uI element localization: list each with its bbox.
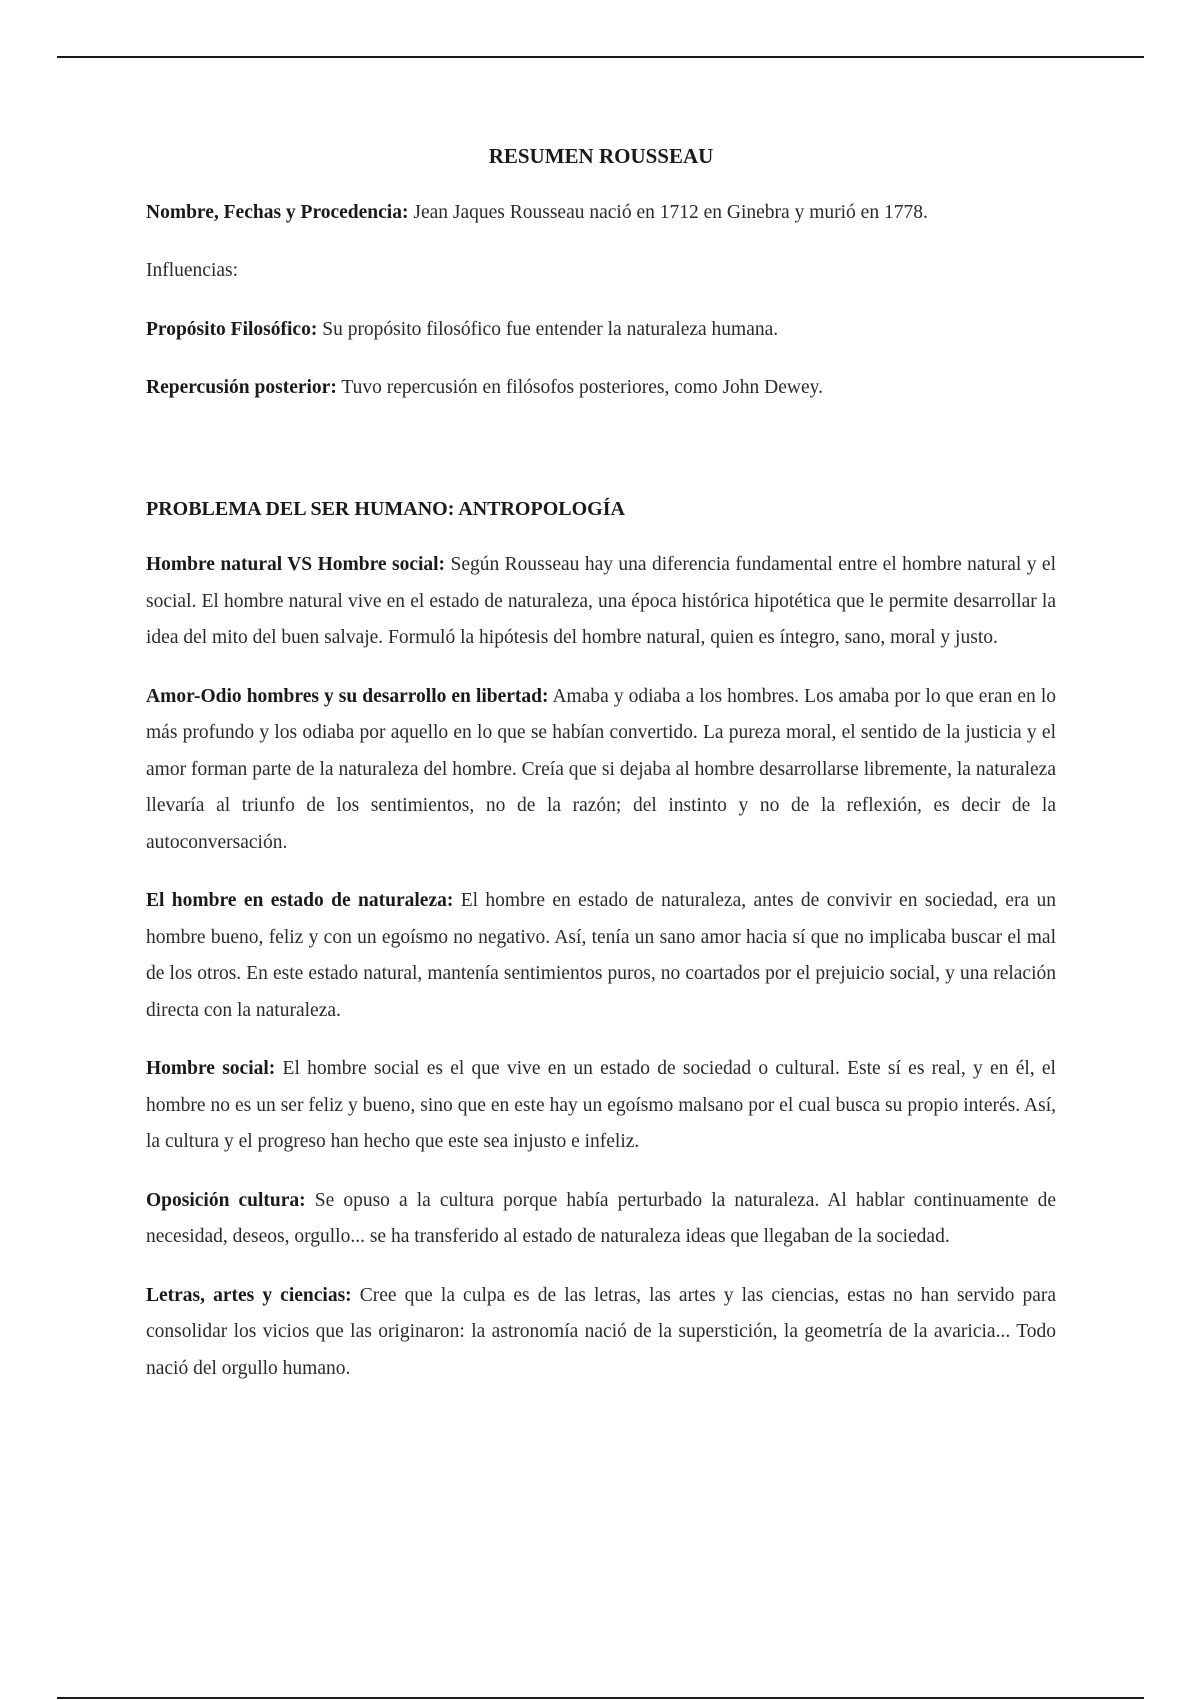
paragraph-label: Hombre natural VS Hombre social: bbox=[146, 554, 446, 575]
paragraph-text: El hombre en estado de naturaleza, antes de convivir en sociedad, era un hombre bueno, feliz y con un egoísmo no negativo. Así, tenía un sano amor hacia sí que no implicaba buscar el mal de los otros. En este estado natural, mantenía sentimientos puros, no coartados por el prejuicio social, y una relación directa con la naturaleza. bbox=[146, 890, 1056, 1021]
intro-label: Repercusión posterior: bbox=[146, 377, 337, 398]
intro-purpose bbox=[146, 312, 1056, 349]
intro-text: Su propósito filosófico fue entender la naturaleza humana. bbox=[317, 318, 779, 340]
paragraph-text: Se opuso a la cultura porque había perturbado la naturaleza. Al hablar continuamente de necesidad, deseos, orgullo... se ha transferido al estado de naturaleza ideas que llegaban de la sociedad. bbox=[146, 1189, 1057, 1247]
paragraph-social-man bbox=[146, 1051, 1056, 1161]
paragraph-label: Hombre social: bbox=[146, 1058, 276, 1079]
paragraph-label: Oposición cultura: bbox=[146, 1189, 306, 1211]
paragraph-text: El hombre social es el que vive en un estado de sociedad o cultural. Este sí es real, y en él, el hombre no es un ser feliz y bueno, sino que en este hay un egoísmo malsano por el cual busca su propio interés. Así, la cultura y el progreso han hecho que este sea injusto e infeliz. bbox=[146, 1058, 1056, 1152]
paragraph-letters-arts-sciences bbox=[146, 1278, 1056, 1388]
paragraph-text: Cree que la culpa es de las letras, las artes y las ciencias, estas no han servido para consolidar los vicios que las originaron: la astronomía nació de la superstición, la geometría de la avaricia... Todo nació del orgullo humano. bbox=[146, 1284, 1057, 1379]
bottom-rule bbox=[57, 1697, 1144, 1699]
document-title: RESUMEN ROUSSEAU bbox=[488, 144, 714, 168]
paragraph-natural-vs-social bbox=[146, 547, 1056, 657]
intro-repercussion bbox=[146, 370, 1056, 407]
intro-text: Jean Jaques Rousseau nació en 1712 en Ginebra y murió en 1778. bbox=[408, 201, 928, 223]
paragraph-label: Letras, artes y ciencias: bbox=[146, 1284, 352, 1306]
top-rule bbox=[57, 56, 1144, 58]
paragraph-text: Según Rousseau hay una diferencia fundamental entre el hombre natural y el social. El hombre natural vive en el estado de naturaleza, una época histórica hipotética que le permite desarrollar la idea del mito del buen salvaje. Formuló la hipótesis del hombre natural, quien es íntegro, sano, moral y justo. bbox=[146, 554, 1056, 648]
intro-text: Influencias: bbox=[146, 260, 239, 281]
document-page bbox=[146, 138, 1056, 1409]
intro-label: Propósito Filosófico: bbox=[146, 318, 318, 340]
paragraph-state-of-nature bbox=[146, 883, 1056, 1029]
paragraph-label: Amor-Odio hombres y su desarrollo en libertad: bbox=[146, 685, 549, 707]
intro-text: Tuvo repercusión en filósofos posteriores, como John Dewey. bbox=[336, 377, 823, 398]
intro-influences bbox=[146, 253, 1056, 290]
paragraph-love-hate bbox=[146, 679, 1056, 862]
intro-name-dates bbox=[146, 195, 1056, 232]
paragraph-text: Amaba y odiaba a los hombres. Los amaba por lo que eran en lo más profundo y los odiaba por aquello en lo que se habían convertido. La pureza moral, el sentido de la justicia y el amor forman parte de la naturaleza del hombre. Creía que si dejaba al hombre desarrollarse libremente, la naturaleza llevaría al triunfo de los sentimientos, no de la razón; del instinto y no de la reflexión, es decir de la autoconversación. bbox=[146, 685, 1056, 853]
paragraph-label: El hombre en estado de naturaleza: bbox=[146, 890, 454, 911]
section-heading: PROBLEMA DEL SER HUMANO: ANTROPOLOGÍA bbox=[146, 497, 625, 520]
intro-label: Nombre, Fechas y Procedencia: bbox=[146, 201, 409, 223]
paragraph-opposition-culture bbox=[146, 1183, 1056, 1256]
